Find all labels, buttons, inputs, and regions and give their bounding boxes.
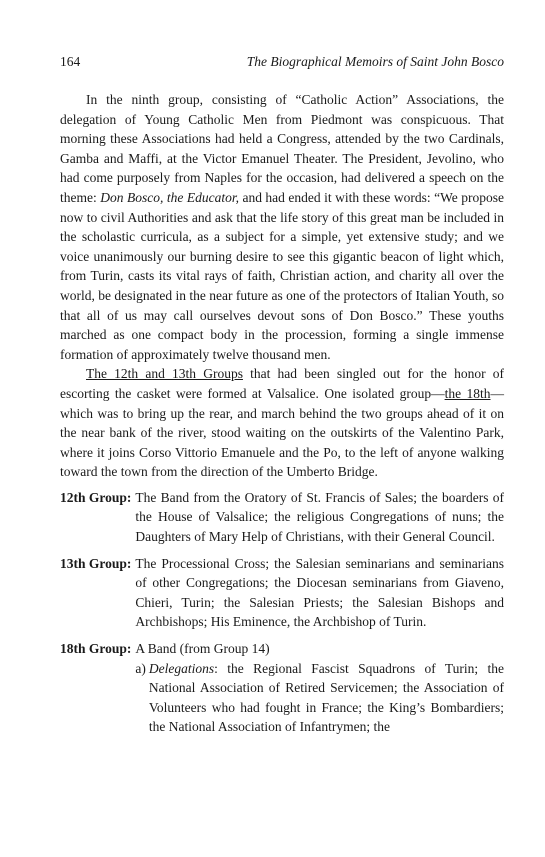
group-entry-18 — [60, 639, 504, 737]
sub-item-heading: Delegations — [148, 660, 215, 676]
speech-title: Don Bosco, the Educator, — [100, 189, 239, 205]
group-entry-12 — [60, 488, 504, 547]
group-description: The Processional Cross; the Salesian seminarians and seminarians of other Congregations; the Diocesan seminarians from Giaveno, Chieri, Turin; the Salesian Priests; the Salesian Bishops and Archbishops; His Eminence, the Archbishop of Turin. — [135, 555, 504, 630]
paragraph-text: In the ninth group, consisting of “Catholic Action” Associations, the delegation of Young Catholic Men from Piedmont was conspicuous. That morning these Associations had held a Congress, attended by the two Cardinals, Gamba and Maffi, at the Victor Emanuel Theater. The President, Jevolino, who had come purposely from Naples for the occasion, had delivered a speech on the theme: — [60, 92, 504, 205]
group-label: 18th Group: — [60, 641, 132, 657]
paragraph-ninth-group — [60, 90, 504, 364]
group-entry-13 — [60, 554, 504, 632]
sub-item-body: : the Regional Fascist Squadrons of Turin; the National Association of Retired Servicemen; the Association of Volunteers who had fought in France; the King’s Bombardiers; the National Association of Infantrymen; the — [148, 660, 504, 735]
underlined-text: the 18th — [444, 385, 491, 401]
paragraph-text: —which was to bring up the rear, and march behind the two groups ahead of it on the near bank of the river, stood waiting on the outskirts of the Valentino Park, where it joins Corso Vittorio Emanuele and the Po, to the left of anyone walking toward the town from the direction of the Umberto Bridge. — [60, 385, 505, 480]
paragraph-text: that had been singled out for the honor of escorting the casket were formed at Valsalice. One isolated group— — [60, 366, 504, 401]
document-page — [60, 54, 504, 744]
sub-item-text — [149, 659, 504, 737]
group-description: The Band from the Oratory of St. Francis of Sales; the boarders of the House of Valsalice; the religious Congregations of nuns; the Daughters of Mary Help of Christians, with their General Council. — [135, 489, 504, 545]
underlined-text: The 12th and 13th Groups — [86, 366, 243, 382]
group-description: A Band (from Group 14) — [135, 641, 270, 657]
group-description-block — [135, 639, 504, 737]
paragraph-text: and had ended it with these words: “We propose now to civil Authorities and ask that the life story of this great man be included in the scholastic curricula, as a subject for a simple, yet extensive study; and we voice unanimously our burning desire to see this gigantic beacon of light which, from Turin, casts its vital rays of faith, Christian action, and charity all over the world, be designated in the near future as one of the protectors of Italian Youth, so that all of us may call ourselves devout sons of Don Bosco.” These youths marched as one compact body in the procession, forming a single immense formation of approximately twelve thousand men. — [60, 189, 504, 362]
paragraph-groups-intro — [60, 364, 504, 482]
sub-item-marker: a) — [135, 660, 146, 676]
group-label: 12th Group: — [60, 489, 132, 505]
group-label: 13th Group: — [60, 555, 132, 571]
group-list — [60, 488, 504, 737]
page-number: 164 — [60, 54, 81, 69]
sub-item-a — [135, 659, 504, 737]
running-head — [60, 54, 504, 70]
running-title: The Biographical Memoirs of Saint John Bosco — [246, 54, 504, 69]
